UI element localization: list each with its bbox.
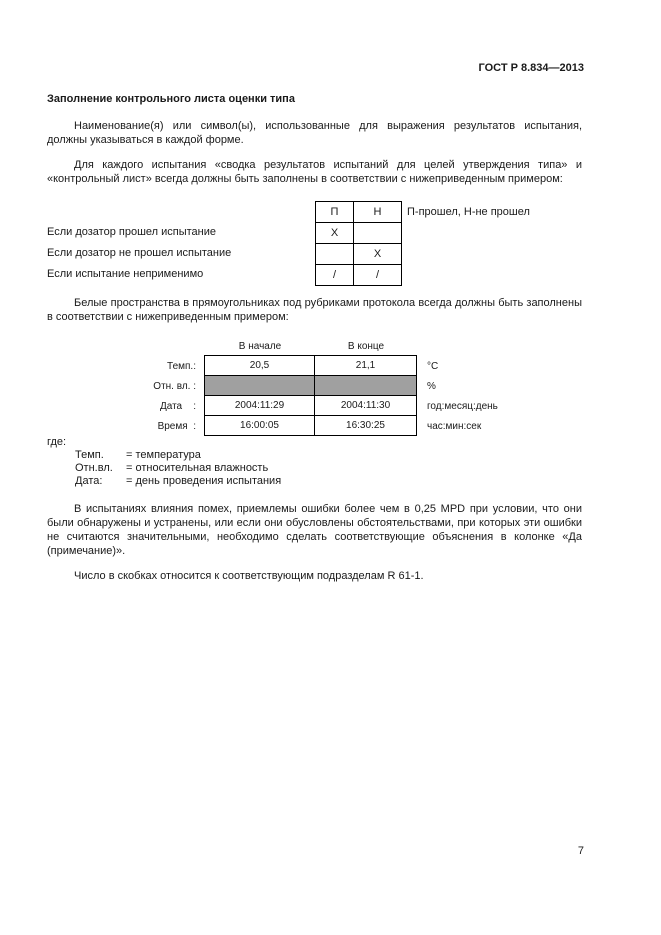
- col-header-end: В конце: [347, 341, 385, 352]
- row2-fail: X: [354, 244, 402, 265]
- unit-humidity: %: [427, 381, 436, 392]
- row1-pass: X: [316, 223, 354, 244]
- paragraph-3: Белые пространства в прямоугольниках под рубриками протокола всегда должны быть заполнены в соответствии с нижеприведенным примером:: [47, 297, 582, 323]
- row3-pass: /: [316, 265, 354, 286]
- section-title: Заполнение контрольного листа оценки типа: [47, 93, 295, 105]
- row-label-temp: Темп.:: [167, 361, 196, 372]
- where-def-humidity: = относительная влажность: [126, 462, 269, 474]
- row-label-passed: Если дозатор прошел испытание: [47, 226, 216, 238]
- row3-fail: /: [354, 265, 402, 286]
- paragraph-2: Для каждого испытания «сводка результатов испытаний для целей утверждения типа» и «контрольный лист» всегда должны быть заполнены в соответствии с нижеприведенным примером:: [47, 159, 582, 185]
- temp-end: 21,1: [315, 356, 417, 376]
- row1-fail: [354, 223, 402, 244]
- document-id: ГОСТ Р 8.834—2013: [478, 62, 584, 74]
- humidity-end: [315, 376, 417, 396]
- humidity-start: [205, 376, 315, 396]
- where-def-date: = день проведения испытания: [126, 475, 282, 487]
- pass-fail-legend: П-прошел, Н-не прошел: [407, 206, 530, 218]
- row-label-failed: Если дозатор не прошел испытание: [47, 247, 232, 259]
- where-def-temp: = температура: [126, 449, 201, 461]
- where-label: где:: [47, 436, 67, 448]
- paragraph-5: Число в скобках относится к соответствующим подразделам R 61-1.: [74, 570, 424, 582]
- header-fail: Н: [354, 202, 402, 223]
- date-end: 2004:11:30: [315, 396, 417, 416]
- header-pass: П: [316, 202, 354, 223]
- conditions-table: [204, 355, 417, 436]
- row-label-time: Время :: [157, 421, 196, 432]
- temp-start: 20,5: [205, 356, 315, 376]
- unit-temp: °C: [427, 361, 439, 372]
- col-header-start: В начале: [238, 341, 282, 352]
- row-label-not-applicable: Если испытание неприменимо: [47, 268, 204, 280]
- row-label-humidity: Отн. вл. :: [153, 381, 196, 392]
- date-start: 2004:11:29: [205, 396, 315, 416]
- where-abbr-humidity: Отн.вл.: [75, 462, 113, 474]
- unit-time: час:мин:сек: [427, 421, 482, 432]
- row-label-date: Дата :: [159, 401, 196, 412]
- pass-fail-table: [315, 201, 402, 286]
- row2-pass: [316, 244, 354, 265]
- where-abbr-date: Дата:: [75, 475, 103, 487]
- where-abbr-temp: Темп.: [75, 449, 104, 461]
- unit-date: год:месяц:день: [427, 401, 498, 412]
- paragraph-4: В испытаниях влияния помех, приемлемы ошибки более чем в 0,25 MPD при условии, что они были обнаружены и устранены, или если они обусловлены обстоятельствами, при которых эти ошибки не считаются значительными, необходимо сделать соответствующие объяснения в колонке «Да (примечание)».: [47, 503, 582, 557]
- page-number: 7: [577, 845, 584, 857]
- time-end: 16:30:25: [315, 416, 417, 436]
- time-start: 16:00:05: [205, 416, 315, 436]
- paragraph-1: Наименование(я) или символ(ы), использованные для выражения результатов испытания, должны указываться в каждой форме.: [47, 120, 582, 146]
